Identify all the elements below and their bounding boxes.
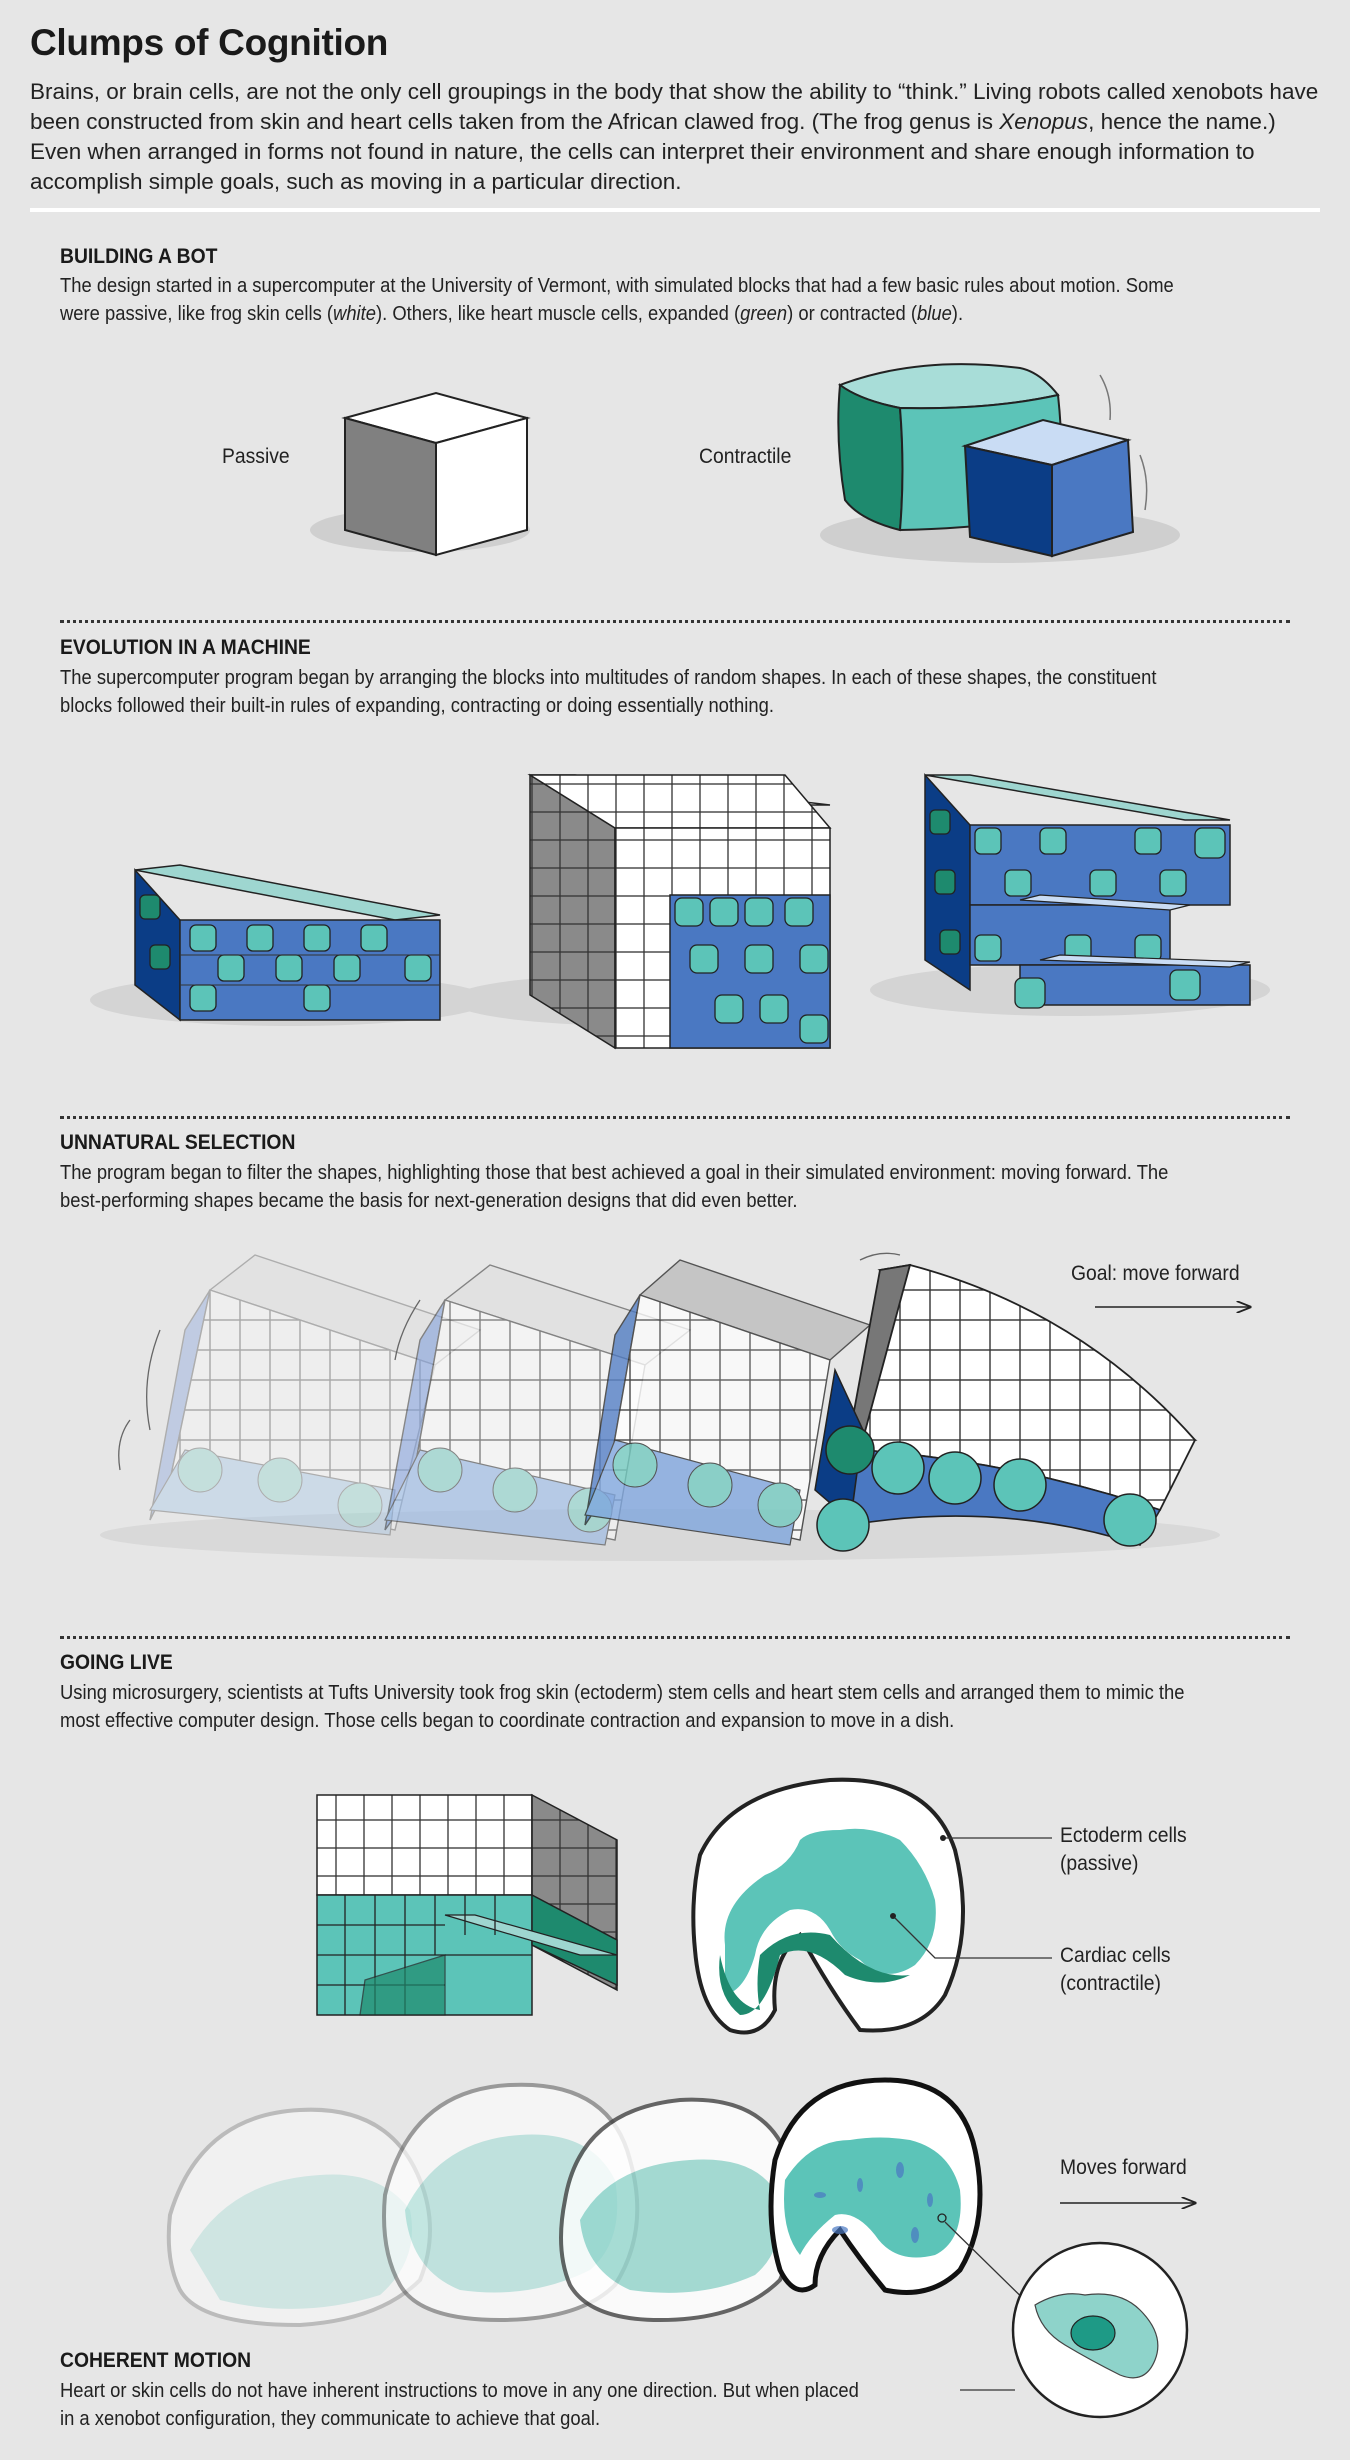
- going-live-text: Using microsurgery, scientists at Tufts University took frog skin (ectoderm) stem cells and heart stem cells and arranged them to mimic the most effective computer design. Those cells began to coordinate contraction and expansion to move in a dish.: [60, 1682, 1185, 1732]
- motion-final: [771, 2080, 980, 2293]
- coherent-motion-text-1: Heart or skin cells do not have inherent instructions to move in any one direction. But when placed: [60, 2380, 859, 2402]
- contractile-label: Contractile: [699, 445, 792, 468]
- ectoderm-sublabel: (passive): [1060, 1852, 1139, 1875]
- coherent-motion-text-2: in a xenobot configuration, they communicate to achieve that goal.: [60, 2408, 601, 2430]
- motion-sequence: [169, 2080, 1195, 2417]
- intro-paragraph: Brains, or brain cells, are not the only cell groupings in the body that show the ability to “think.” Living robots called xenobots have been constructed from skin and heart cells taken from the African clawed frog. (The frog genus is Xenopus, hence the name.) Even when arranged in forms not found in nature, the cells can interpret their environment and share enough information to accomplish simple goals, such as moving in a particular direction.: [30, 79, 1319, 194]
- unnatural-selection-text: The program began to filter the shapes, highlighting those that best achieved a goal in their simulated environment: moving forward. The best-performing shapes became the basis for next-generation designs that did even better.: [60, 1162, 1169, 1212]
- random-shape-3: [870, 775, 1270, 1016]
- live-xenobot: [693, 1780, 1052, 2033]
- passive-cube: [310, 393, 530, 555]
- cardiac-sublabel: (contractile): [1060, 1972, 1161, 1995]
- random-shape-1: [90, 865, 490, 1026]
- going-live-heading: GOING LIVE: [60, 1651, 173, 1674]
- building-a-bot-text: The design started in a supercomputer at the University of Vermont, with simulated blocks that had a few basic rules about motion. Some were passive, like frog skin cells (white). Others, like heart muscle cells, expanded (green) or contracted (blue).: [60, 275, 1174, 325]
- coherent-motion-heading: COHERENT MOTION: [60, 2349, 252, 2372]
- ectoderm-label: Ectoderm cells: [1060, 1824, 1187, 1847]
- live-cube-design: [317, 1795, 617, 2015]
- evolution-heading: EVOLUTION IN A MACHINE: [60, 636, 311, 659]
- selection-sequence: [100, 1253, 1250, 1561]
- contractile-cubes: [820, 364, 1180, 563]
- cardiac-cell-closeup: [1013, 2243, 1187, 2417]
- building-a-bot-heading: BUILDING A BOT: [60, 245, 218, 268]
- evolution-text: The supercomputer program began by arranging the blocks into multitudes of random shapes. In each of these shapes, the constituent blocks followed their built-in rules of expanding, contracting or doing essentially nothing.: [60, 667, 1157, 717]
- sequence-ghost-3: [585, 1260, 870, 1545]
- cardiac-label: Cardiac cells: [1060, 1944, 1171, 1967]
- unnatural-selection-heading: UNNATURAL SELECTION: [60, 1131, 296, 1154]
- sequence-final-shape: [815, 1265, 1195, 1551]
- moves-forward-label: Moves forward: [1060, 2156, 1187, 2179]
- motion-ghost-3: [561, 2100, 796, 2320]
- random-shape-2: [450, 775, 830, 1048]
- passive-label: Passive: [222, 445, 290, 468]
- page-title: Clumps of Cognition: [30, 22, 389, 63]
- goal-label: Goal: move forward: [1071, 1262, 1240, 1285]
